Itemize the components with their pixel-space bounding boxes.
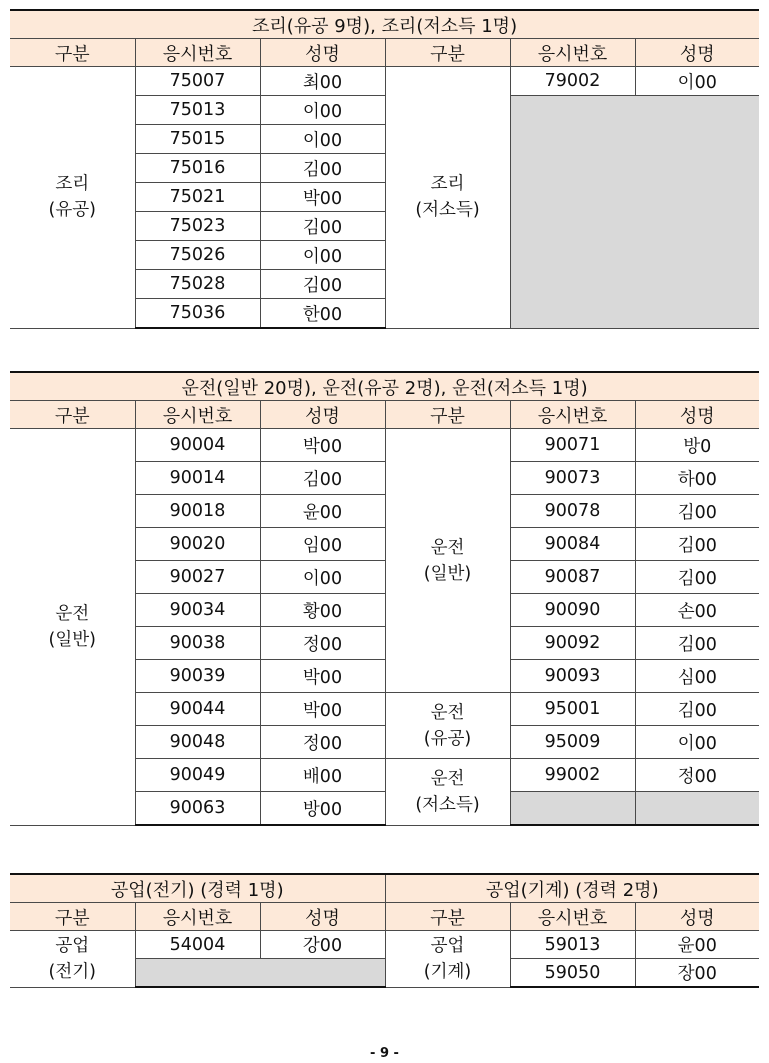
category-cell <box>10 67 135 329</box>
exam-number: 99002 <box>510 759 635 792</box>
category-sublabel: (저소득) <box>415 794 480 815</box>
applicant-name: 심00 <box>635 660 759 693</box>
table-driving <box>10 371 759 826</box>
category-sublabel: (전기) <box>48 961 96 982</box>
exam-number: 90071 <box>510 429 635 462</box>
exam-number: 75015 <box>135 125 260 154</box>
applicant-name: 박00 <box>260 183 385 212</box>
header-name: 성명 <box>260 401 385 429</box>
exam-number: 79002 <box>510 67 635 96</box>
exam-number: 75028 <box>135 270 260 299</box>
category-sublabel: (일반) <box>48 629 96 650</box>
header-category: 구분 <box>10 39 135 67</box>
header-name: 성명 <box>635 903 759 931</box>
category-sublabel: (유공) <box>48 200 96 221</box>
category-label: 운전 <box>55 603 90 624</box>
exam-number: 75036 <box>135 299 260 329</box>
applicant-name: 정00 <box>260 627 385 660</box>
exam-number: 90018 <box>135 495 260 528</box>
applicant-name: 윤00 <box>635 931 759 959</box>
applicant-name: 최00 <box>260 67 385 96</box>
exam-number: 95001 <box>510 693 635 726</box>
header-exam-number: 응시번호 <box>510 401 635 429</box>
exam-number: 90034 <box>135 594 260 627</box>
exam-number: 75007 <box>135 67 260 96</box>
applicant-name: 김00 <box>260 212 385 241</box>
header-exam-number: 응시번호 <box>135 39 260 67</box>
exam-number: 90004 <box>135 429 260 462</box>
table-title: 운전(일반 20명), 운전(유공 2명), 운전(저소득 1명) <box>10 372 759 401</box>
header-category: 구분 <box>385 401 510 429</box>
header-category: 구분 <box>10 401 135 429</box>
applicant-name: 방0 <box>635 429 759 462</box>
table-cooking <box>10 9 759 329</box>
category-label: 공업 <box>55 935 90 956</box>
applicant-name: 윤00 <box>260 495 385 528</box>
exam-number: 75016 <box>135 154 260 183</box>
applicant-name: 배00 <box>260 759 385 792</box>
exam-number: 90092 <box>510 627 635 660</box>
applicant-name: 박00 <box>260 429 385 462</box>
header-name: 성명 <box>260 903 385 931</box>
exam-number: 54004 <box>135 931 260 959</box>
category-label: 공업 <box>430 935 465 956</box>
applicant-name: 강00 <box>260 931 385 959</box>
category-label: 운전 <box>430 537 465 558</box>
applicant-name: 김00 <box>635 627 759 660</box>
applicant-name: 이00 <box>260 241 385 270</box>
exam-number: 90048 <box>135 726 260 759</box>
applicant-name: 이00 <box>260 96 385 125</box>
applicant-name: 김00 <box>260 270 385 299</box>
exam-number: 95009 <box>510 726 635 759</box>
category-cell <box>385 67 510 329</box>
page-number: - 9 - <box>370 1046 399 1061</box>
exam-number: 90039 <box>135 660 260 693</box>
table-industrial <box>10 873 759 988</box>
category-label: 조리 <box>430 174 465 195</box>
applicant-name: 박00 <box>260 660 385 693</box>
exam-number: 90049 <box>135 759 260 792</box>
header-exam-number: 응시번호 <box>135 903 260 931</box>
header-name: 성명 <box>635 39 759 67</box>
exam-number: 59050 <box>510 959 635 988</box>
applicant-name: 방00 <box>260 792 385 826</box>
applicant-name: 임00 <box>260 528 385 561</box>
applicant-name: 정00 <box>635 759 759 792</box>
empty-cell <box>510 96 759 329</box>
category-label: 운전 <box>430 768 465 789</box>
exam-number: 90020 <box>135 528 260 561</box>
applicant-name: 김00 <box>635 693 759 726</box>
category-sublabel: (기계) <box>423 961 472 982</box>
applicant-name: 이00 <box>260 561 385 594</box>
applicant-name: 김00 <box>260 462 385 495</box>
header-category: 구분 <box>385 39 510 67</box>
applicant-name: 이00 <box>635 67 759 96</box>
header-category: 구분 <box>385 903 510 931</box>
applicant-name: 김00 <box>635 495 759 528</box>
applicant-name: 이00 <box>635 726 759 759</box>
applicant-name: 하00 <box>635 462 759 495</box>
exam-number: 90084 <box>510 528 635 561</box>
header-exam-number: 응시번호 <box>510 39 635 67</box>
applicant-name: 손00 <box>635 594 759 627</box>
exam-number: 90090 <box>510 594 635 627</box>
exam-number: 75026 <box>135 241 260 270</box>
category-cell <box>385 759 510 826</box>
table-title-electrical: 공업(전기) (경력 1명) <box>10 874 385 903</box>
exam-number: 75021 <box>135 183 260 212</box>
category-cell <box>385 693 510 759</box>
category-sublabel: (일반) <box>423 563 472 584</box>
header-name: 성명 <box>635 401 759 429</box>
category-cell <box>10 931 135 988</box>
exam-number: 75013 <box>135 96 260 125</box>
category-cell <box>10 429 135 826</box>
header-exam-number: 응시번호 <box>135 401 260 429</box>
applicant-name: 김00 <box>260 154 385 183</box>
empty-cell <box>135 959 385 988</box>
category-label: 운전 <box>430 702 465 723</box>
exam-number: 59013 <box>510 931 635 959</box>
category-cell <box>385 429 510 693</box>
exam-number: 90087 <box>510 561 635 594</box>
exam-number: 90063 <box>135 792 260 826</box>
header-exam-number: 응시번호 <box>510 903 635 931</box>
empty-cell <box>510 792 635 826</box>
exam-number: 90073 <box>510 462 635 495</box>
category-sublabel: (유공) <box>423 728 472 749</box>
exam-number: 90014 <box>135 462 260 495</box>
exam-number: 75023 <box>135 212 260 241</box>
header-name: 성명 <box>260 39 385 67</box>
applicant-name: 정00 <box>260 726 385 759</box>
header-category: 구분 <box>10 903 135 931</box>
category-sublabel: (저소득) <box>415 200 480 221</box>
applicant-name: 한00 <box>260 299 385 329</box>
applicant-name: 김00 <box>635 528 759 561</box>
empty-cell <box>635 792 759 826</box>
table-title: 조리(유공 9명), 조리(저소득 1명) <box>10 10 759 39</box>
exam-number: 90044 <box>135 693 260 726</box>
exam-number: 90027 <box>135 561 260 594</box>
exam-number: 90078 <box>510 495 635 528</box>
applicant-name: 장00 <box>635 959 759 988</box>
applicant-name: 박00 <box>260 693 385 726</box>
category-cell <box>385 931 510 988</box>
applicant-name: 이00 <box>260 125 385 154</box>
table-title-mechanical: 공업(기계) (경력 2명) <box>385 874 759 903</box>
exam-number: 90038 <box>135 627 260 660</box>
applicant-name: 황00 <box>260 594 385 627</box>
category-label: 조리 <box>55 174 90 195</box>
exam-number: 90093 <box>510 660 635 693</box>
applicant-name: 김00 <box>635 561 759 594</box>
